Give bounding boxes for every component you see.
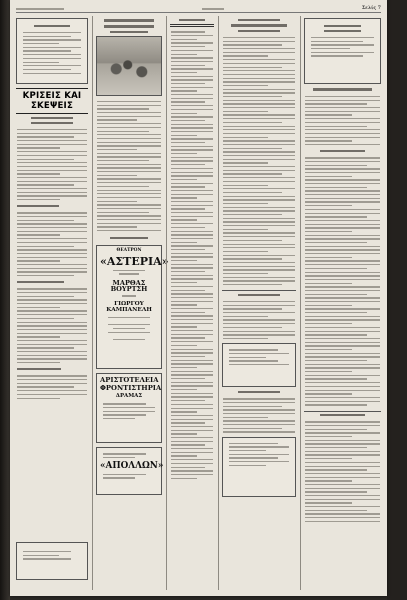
ad-theatre-label: ΘΕΑΤΡΟΝ (116, 248, 142, 254)
theatre-advertisement (96, 245, 169, 369)
article-subheading-unreadable (31, 117, 73, 119)
section-heading-unreadable (320, 414, 365, 416)
section-heading-unreadable (238, 391, 281, 393)
article-text (220, 35, 298, 287)
bottom-advertisement (16, 542, 88, 580)
newspaper-name-unreadable (202, 6, 224, 11)
ad-theatre-title: «ΑΣΤΕΡΙΑ» (100, 254, 169, 268)
page-header (16, 4, 381, 13)
headline-unreadable (313, 88, 371, 91)
contact-box (16, 18, 88, 84)
article-text (14, 373, 90, 400)
article-text (302, 155, 383, 407)
article-subheading-unreadable (31, 122, 73, 124)
column-rule (218, 16, 219, 590)
box-title-unreadable (34, 25, 69, 27)
headline-unreadable (231, 24, 287, 27)
ad-school-title-2: ΦΡΟΝΤΙΣΤΗΡΙΑ (100, 384, 162, 393)
section-heading-unreadable (17, 368, 61, 370)
school-advertisement (96, 373, 162, 443)
column-1 (14, 16, 90, 590)
book-binding (0, 0, 10, 600)
article-text (14, 210, 90, 278)
headline-unreadable (104, 19, 154, 22)
ad-apollon-title: «ΑΠΟΛΛΩΝ» (100, 461, 164, 472)
page-number: Σελίς 7 (361, 5, 381, 11)
section-heading-unreadable (320, 150, 365, 152)
notice-box (222, 437, 296, 497)
article-text (94, 99, 164, 233)
newspaper-page (10, 0, 387, 596)
notice-box (222, 343, 296, 387)
football-photo (96, 36, 162, 96)
headline-unreadable (238, 19, 281, 21)
ad-theatre-star-2: ΓΙΩΡΓΟΥ ΚΑΜΠΑΝΕΛΗ (106, 300, 152, 313)
article-text (14, 127, 90, 202)
headline-unreadable (110, 31, 149, 33)
article-text (302, 94, 383, 147)
issue-date-unreadable (16, 6, 64, 11)
section-heading-unreadable (17, 281, 64, 283)
column-5 (302, 16, 383, 590)
ad-school-title-1: ΑΡΙΣΤΟΤΕΛΕΙΑ (100, 376, 159, 385)
headline-unreadable (104, 25, 154, 28)
headline-unreadable (238, 30, 281, 32)
section-heading-unreadable (17, 205, 59, 207)
apollon-advertisement (96, 447, 162, 495)
column-4 (220, 16, 298, 590)
ad-school-title-3: ΔΡΑΜΑΣ (115, 392, 143, 399)
column-2 (94, 16, 169, 590)
headline-unreadable (179, 19, 205, 21)
article-text (220, 396, 298, 434)
column-rule (300, 16, 301, 590)
announcement-box (304, 18, 381, 84)
column-rule (92, 16, 93, 590)
scan-edge (387, 0, 407, 600)
article-text (14, 286, 90, 365)
article-text (302, 419, 383, 524)
column-rule (166, 16, 167, 590)
programme-listing (168, 29, 216, 480)
column-headline: ΚΡΙΣΕΙΣ ΚΑΙ ΣΚΕΨΕΙΣ (16, 88, 88, 114)
column-3 (168, 16, 216, 590)
ad-theatre-star-1: ΜΑΡΘΑΣ ΒΟΥΡΤΣΗ (110, 278, 148, 294)
section-heading-unreadable (238, 294, 281, 296)
article-text (220, 299, 298, 341)
section-heading-unreadable (110, 237, 149, 239)
